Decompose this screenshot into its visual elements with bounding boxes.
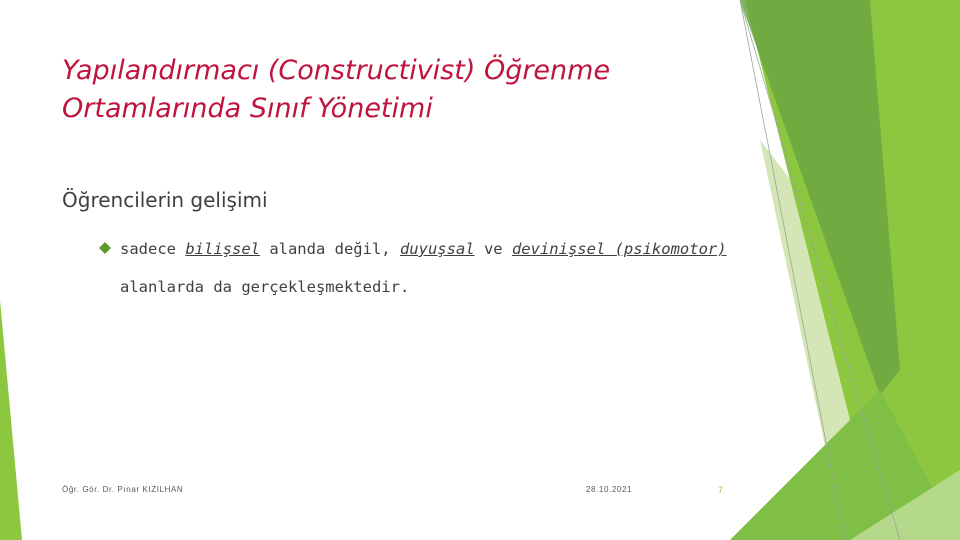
slide-title-line-1: Yapılandırmacı (Constructivist) Öğrenme — [62, 55, 611, 86]
left-green-sliver — [0, 300, 22, 540]
term-devinissel: devinişsel (psikomotor) — [511, 240, 727, 258]
term-duyussal: duyuşsal — [399, 240, 475, 258]
footer-page-number: 7 — [718, 485, 724, 495]
footer-date: 28.10.2021 — [586, 485, 633, 494]
footer-author: Öğr. Gör. Dr. Pınar KIZILHAN — [62, 485, 184, 494]
bullet-text-part-2: alanda değil, — [259, 240, 400, 258]
bullet-line-1 — [120, 236, 727, 274]
slide-title-line-2: Ortamlarında Sınıf Yönetimi — [62, 93, 433, 124]
bullet-line-2: alanlarda da gerçekleşmektedir. — [120, 278, 410, 296]
slide-title — [62, 52, 742, 128]
diamond-bullet-icon — [98, 241, 112, 255]
bullet-text-part-3: ve — [474, 240, 512, 258]
term-bilissel: bilişsel — [185, 240, 260, 258]
subheading: Öğrencilerin gelişimi — [62, 188, 268, 212]
bullet-text-part-1: sadece — [120, 240, 186, 258]
bullet-text — [120, 236, 727, 312]
